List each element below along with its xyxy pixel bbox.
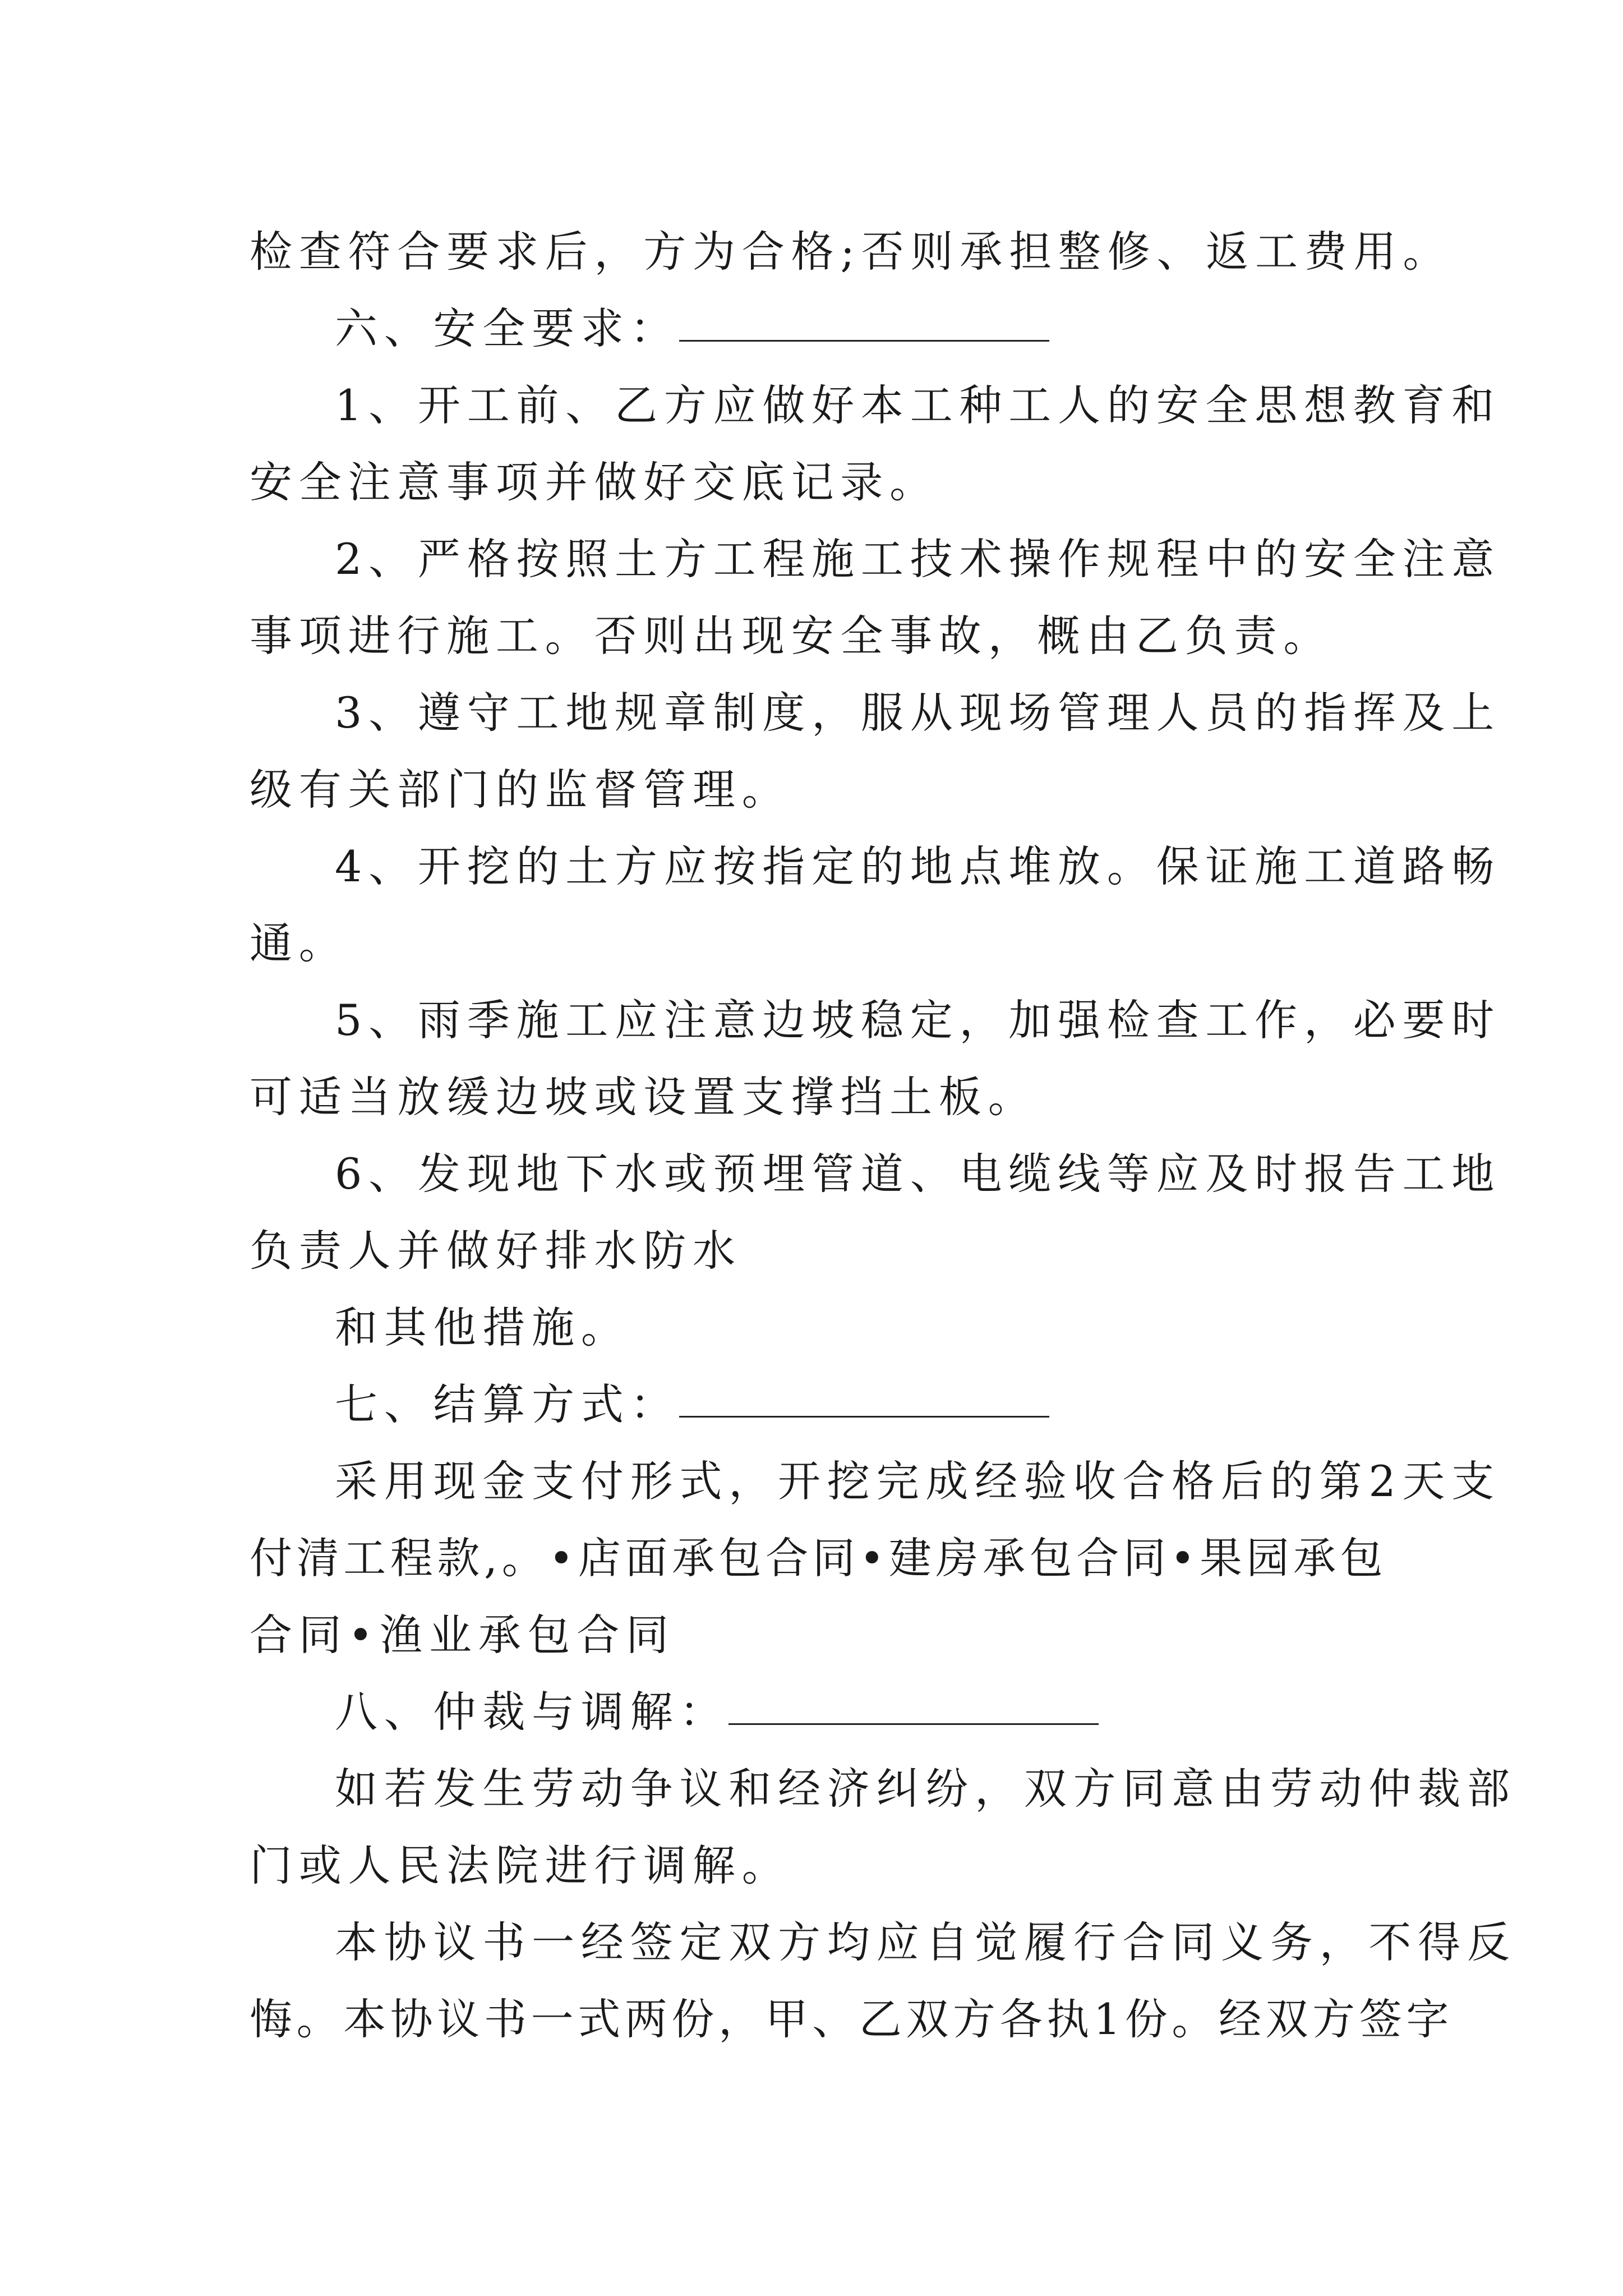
text-line: 1、开工前、乙方应做好本工种工人的安全思想教育和 bbox=[335, 380, 1501, 430]
section-heading-arbitration: 八、仲裁与调解： bbox=[250, 1673, 1388, 1750]
text-line: 级有关部门的监督管理。 bbox=[250, 765, 791, 815]
text-line: 可适当放缓边坡或设置支撑挡土板。 bbox=[250, 1072, 1038, 1122]
text-line: 通。 bbox=[250, 918, 348, 968]
document-page bbox=[250, 213, 1516, 2058]
text-line: 门或人民法院进行调解。 bbox=[250, 1841, 791, 1890]
text-line: 事项进行施工。否则出现安全事故，概由乙负责。 bbox=[250, 611, 1333, 661]
text-line: 合同•渔业承包合同 bbox=[250, 1610, 675, 1660]
text-line: 和其他措施。 bbox=[335, 1303, 630, 1352]
text-line: 2、严格按照土方工程施工技术操作规程中的安全注意 bbox=[335, 534, 1501, 584]
text-line: 3、遵守工地规章制度，服从现场管理人员的指挥及上 bbox=[335, 688, 1501, 738]
fill-in-blank bbox=[679, 1414, 1049, 1418]
text-line: 如若发生劳动争议和经济纠纷，双方同意由劳动仲裁部 bbox=[335, 1764, 1516, 1814]
text-line: 悔。本协议书一式两份，甲、乙双方各执1份。经双方签字 bbox=[250, 1994, 1453, 2044]
text-line: 负责人并做好排水防水 bbox=[250, 1226, 742, 1276]
text-line: 安全注意事项并做好交底记录。 bbox=[250, 457, 939, 507]
text-line: 4、开挖的土方应按指定的地点堆放。保证施工道路畅 bbox=[335, 841, 1501, 891]
text-line: 采用现金支付形式，开挖完成经验收合格后的第2天支 bbox=[335, 1456, 1501, 1506]
section-heading-safety: 六、安全要求： bbox=[250, 290, 1388, 367]
text-line: 付清工程款,。•店面承包合同•建房承包合同•果园承包 bbox=[250, 1533, 1387, 1583]
text-line: 检查符合要求后，方为合格;否则承担整修、返工费用。 bbox=[250, 227, 1453, 277]
section-heading-settlement: 七、结算方式： bbox=[250, 1366, 1388, 1443]
text-line: 5、雨季施工应注意边坡稳定，加强检查工作，必要时 bbox=[335, 995, 1501, 1045]
text-line: 本协议书一经签定双方均应自觉履行合同义务，不得反 bbox=[335, 1917, 1516, 1967]
fill-in-blank bbox=[728, 1721, 1099, 1725]
text-line: 6、发现地下水或预埋管道、电缆线等应及时报告工地 bbox=[335, 1149, 1501, 1199]
fill-in-blank bbox=[679, 338, 1049, 342]
